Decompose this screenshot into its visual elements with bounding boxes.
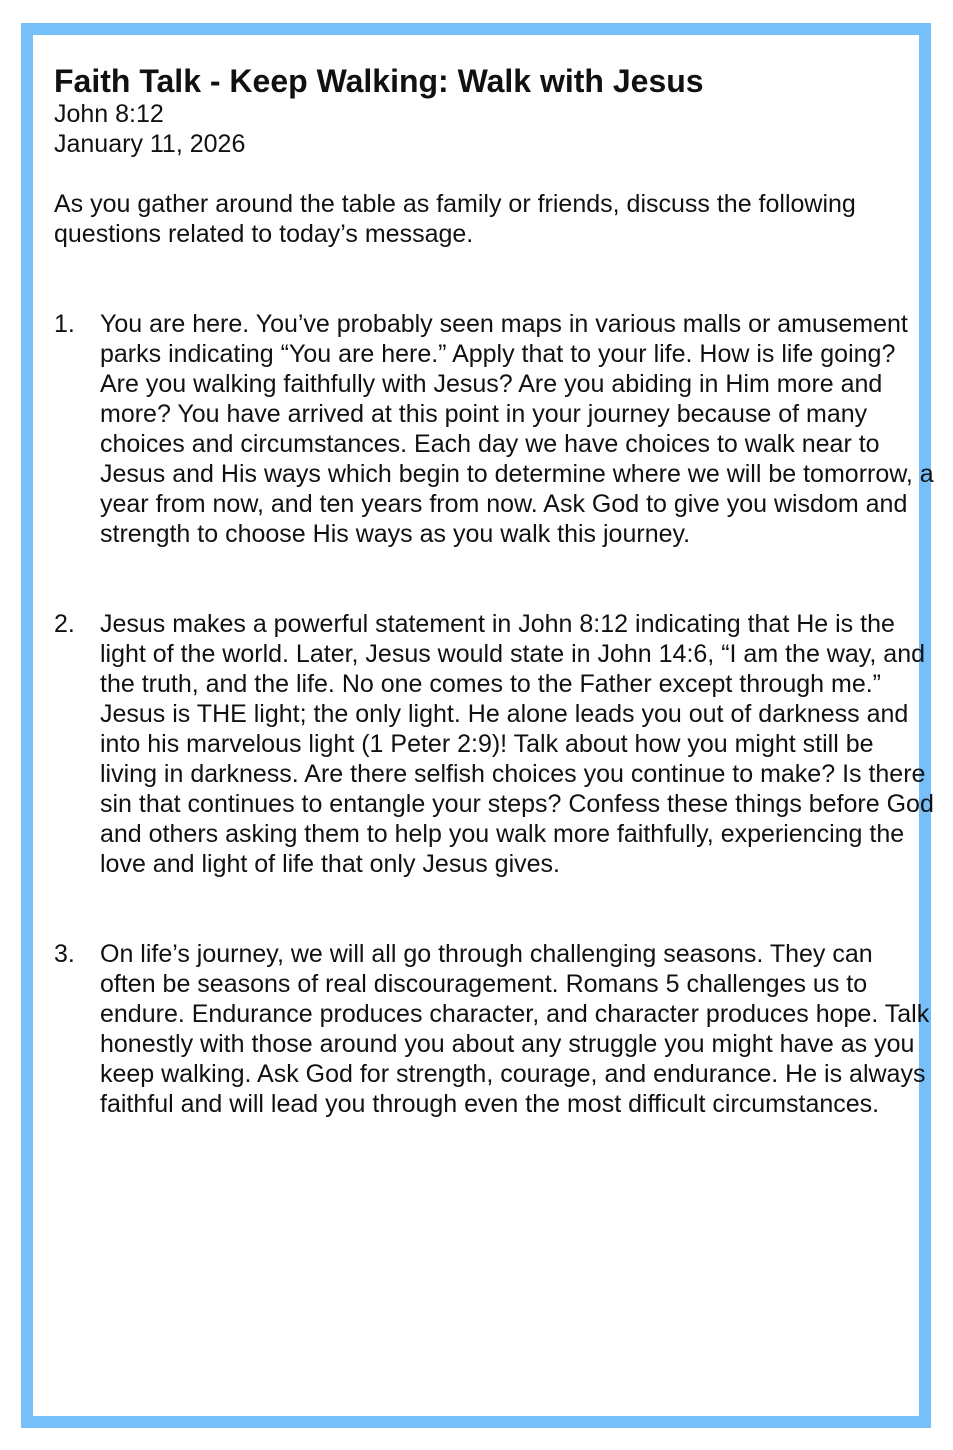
question-item-2: [54, 609, 934, 879]
question-number: 3.: [54, 940, 75, 968]
question-number: 2.: [54, 610, 75, 638]
document-title: Faith Talk - Keep Walking: Walk with Jesus: [54, 63, 704, 99]
scripture-reference: John 8:12: [54, 100, 164, 128]
question-text: You are here. You’ve probably seen maps in various malls or amusement parks indicating “You are here.” Apply that to your life. How is life going? Are you walking faithfully with Jesus? Are you abiding in Him more and more? You have arrived at this point in your journey because of many choices and circumstances. Each day we have choices to walk near to Jesus and His ways which begin to determine where we will be tomorrow, a year from now, and ten years from now. Ask God to give you wisdom and strength to choose His ways as you walk this journey.: [100, 310, 934, 548]
question-number: 1.: [54, 310, 75, 338]
question-list: [54, 309, 934, 1119]
document-date: January 11, 2026: [54, 130, 246, 158]
page-frame: [21, 23, 934, 1428]
intro-paragraph: As you gather around the table as family or friends, discuss the following questions related to today’s message.: [54, 190, 856, 248]
document-content: [54, 63, 934, 1179]
question-item-3: [54, 939, 934, 1119]
question-text: Jesus makes a powerful statement in John 8:12 indicating that He is the light of the world. Later, Jesus would state in John 14:6, “I am the way, and the truth, and the life. No one comes to the Father except through me.” Jesus is THE light; the only light. He alone leads you out of darkness and into his marvelous light (1 Peter 2:9)! Talk about how you might still be living in darkness. Are there selfish choices you continue to make? Is there sin that continues to entangle your steps? Confess these things before God and others asking them to help you walk more faithfully, experiencing the love and light of life that only Jesus gives.: [100, 610, 934, 878]
question-text: On life’s journey, we will all go through challenging seasons. They can often be seasons of real discouragement. Romans 5 challenges us to endure. Endurance produces character, and character produces hope. Talk honestly with those around you about any struggle you might have as you keep walking. Ask God for strength, courage, and endurance. He is always faithful and will lead you through even the most difficult circumstances.: [100, 940, 930, 1118]
question-item-1: [54, 309, 934, 549]
